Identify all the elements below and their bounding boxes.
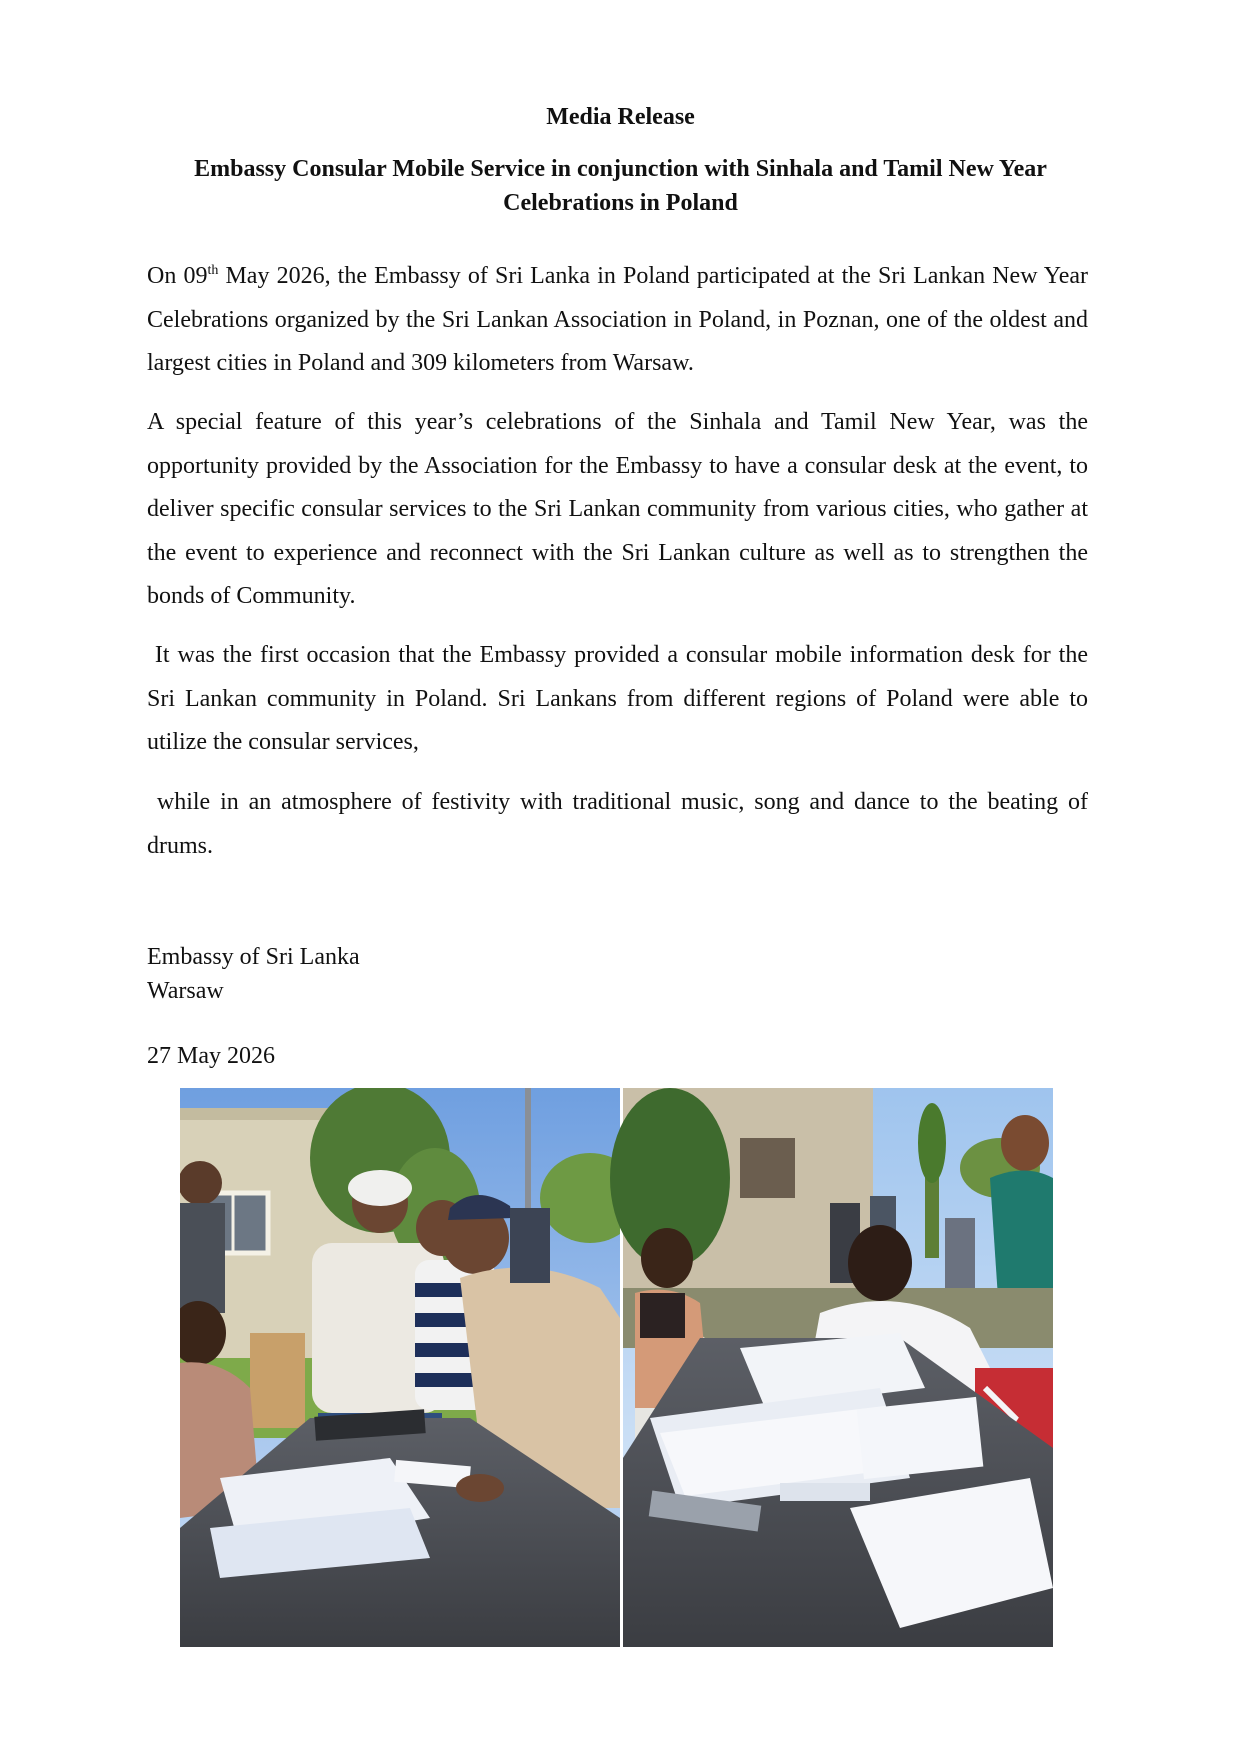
paragraph-1-start: On 09 [147, 263, 208, 289]
paragraph-4-text: while in an atmosphere of festivity with traditional music, song and dance to the beating of drums. [147, 789, 1088, 859]
consular-desk-left-photo [180, 1088, 640, 1647]
signature-organization: Embassy of Sri Lanka [147, 944, 360, 970]
consular-desk-right-photo [610, 1088, 1053, 1647]
ordinal-suffix: th [207, 263, 219, 278]
paragraph-1-rest: May 2026, the Embassy of Sri Lanka in Poland participated at the Sri Lankan New Year Celebrations organized by the Sri Lankan Association in Poland, in Poznan, one of the oldest and largest cities in Poland and 309 kilometers from Warsaw. [147, 263, 1088, 376]
paragraph-1 [147, 255, 1088, 386]
photo-collage [180, 1088, 1053, 1647]
document-subtitle: Embassy Consular Mobile Service in conjunction with Sinhala and Tamil New Year Celebrations in Poland [194, 156, 1047, 216]
release-date: 27 May 2026 [147, 1043, 275, 1069]
signature-city: Warsaw [147, 978, 224, 1004]
paragraph-2: A special feature of this year’s celebrations of the Sinhala and Tamil New Year, was the opportunity provided by the Association for the Embassy to have a consular desk at the event, to deliver specific consular services to the Sri Lankan community from various cities, who gather at the event to experience and reconnect with the Sri Lankan culture as well as to strengthen the bonds of Community. [147, 409, 1088, 609]
paragraph-4 [147, 781, 1088, 868]
document-title: Media Release [546, 104, 695, 130]
paragraph-3-text: It was the first occasion that the Embassy provided a consular mobile information desk for the Sri Lankan community in Poland. Sri Lankans from different regions of Poland were able to utilize the consular services, [147, 642, 1089, 755]
paragraph-3 [147, 634, 1088, 765]
